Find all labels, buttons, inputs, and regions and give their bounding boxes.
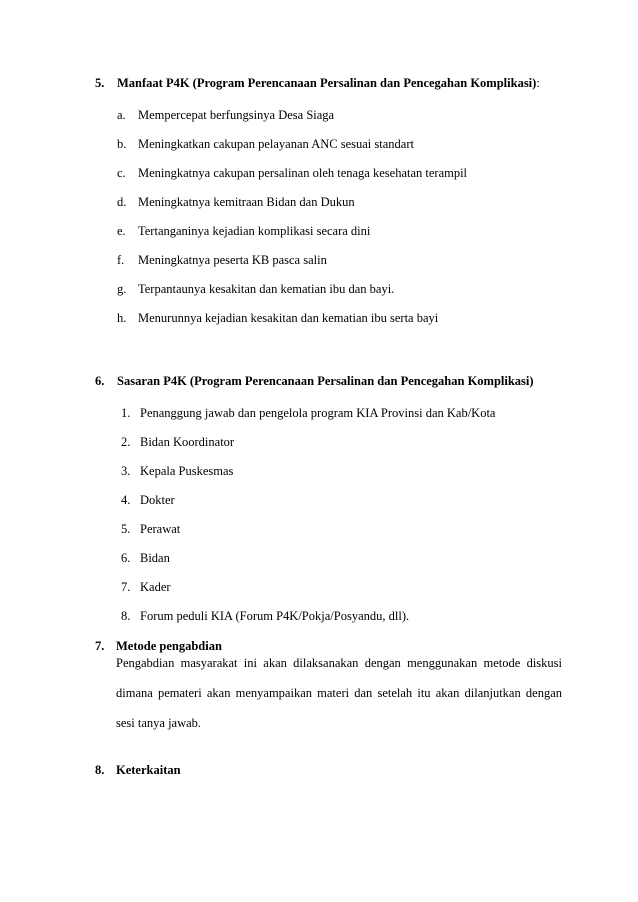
list-marker: g. [117,282,127,296]
section-5-colon: : [536,76,540,90]
list-marker: 8. [121,609,131,623]
section-7-title: Metode pengabdian [116,639,222,653]
section-8-title: Keterkaitan [116,763,181,777]
list-marker: 3. [121,464,131,478]
section-6-title: Sasaran P4K (Program Perencanaan Persalinan dan Pencegahan Komplikasi) [117,374,534,388]
section-8-number: 8. [95,763,105,777]
list-marker: 4. [121,493,131,507]
list-marker: 5. [121,522,131,536]
list-item-text: Dokter [140,493,175,507]
list-item-text: Meningkatnya kemitraan Bidan dan Dukun [138,195,355,209]
list-item-text: Meningkatnya peserta KB pasca salin [138,253,327,267]
section-5-number: 5. [95,76,105,90]
list-item-text: Forum peduli KIA (Forum P4K/Pokja/Posyandu, dll). [140,609,410,623]
list-marker: a. [117,108,126,122]
list-marker: d. [117,195,127,209]
list-item-text: Mempercepat berfungsinya Desa Siaga [138,108,335,122]
list-marker: c. [117,166,126,180]
paragraph-line: dimana pemateri akan menyampaikan materi dan setelah itu akan dilanjutkan dengan [116,686,562,700]
list-marker: e. [117,224,126,238]
list-marker: f. [117,253,125,267]
paragraph-line: Pengabdian masyarakat ini akan dilaksanakan dengan menggunakan metode diskusi [116,656,562,670]
list-item-text: Bidan Koordinator [140,435,235,449]
list-item-text: Bidan [140,551,170,565]
list-item-text: Kepala Puskesmas [140,464,234,478]
section-5-title-text: Manfaat P4K (Program Perencanaan Persalinan dan Pencegahan Komplikasi) [117,76,537,90]
list-item-text: Terpantaunya kesakitan dan kematian ibu dan bayi. [138,282,395,296]
list-marker: 2. [121,435,131,449]
list-item-text: Menurunnya kejadian kesakitan dan kematian ibu serta bayi [138,311,439,325]
list-marker: 7. [121,580,131,594]
list-marker: 1. [121,406,131,420]
section-7-number: 7. [95,639,105,653]
paragraph-line: sesi tanya jawab. [116,716,202,730]
list-item-text: Meningkatnya cakupan persalinan oleh tenaga kesehatan terampil [138,166,468,180]
list-marker: 6. [121,551,131,565]
list-item-text: Penanggung jawab dan pengelola program KIA Provinsi dan Kab/Kota [140,406,496,420]
list-item-text: Tertanganinya kejadian komplikasi secara dini [138,224,371,238]
list-marker: h. [117,311,127,325]
list-marker: b. [117,137,127,151]
list-item-text: Kader [140,580,171,594]
section-6-number: 6. [95,374,105,388]
section-5-title [117,75,540,91]
list-item-text: Perawat [140,522,181,536]
list-item-text: Meningkatkan cakupan pelayanan ANC sesuai standart [138,137,414,151]
